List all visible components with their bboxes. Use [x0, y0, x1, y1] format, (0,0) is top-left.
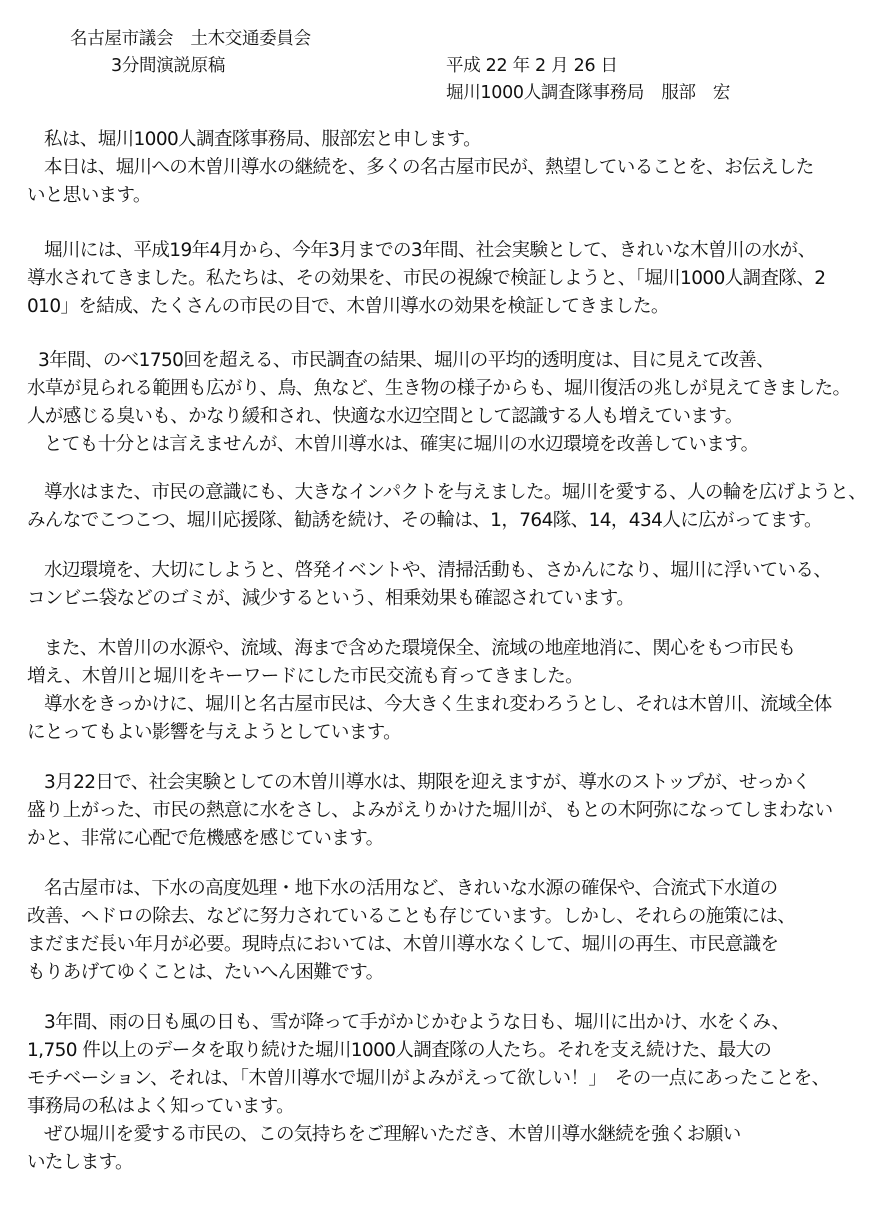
body-line: いたします。: [27, 1152, 133, 1173]
body-line: 導水をきっかけに、堀川と名古屋市民は、今大きく生まれ変わろうとし、それは木曽川、流域全体: [44, 694, 832, 715]
body-line: いと思います。: [27, 185, 151, 206]
body-line: コンビニ袋などのゴミが、減少するという、相乗効果も確認されています。: [27, 588, 635, 609]
body-line: 改善、ヘドロの除去、などに努力されていることも存じています。しかし、それらの施策には、: [27, 906, 796, 927]
committee-title: 名古屋市議会 土木交通委員会: [70, 29, 311, 49]
body-line: みんなでこつこつ、堀川応援隊、勧誘を続け、その輪は、1，764隊、14，434人に広がってます。: [27, 510, 822, 531]
document-date: 平成 22 年 2 月 26 日: [446, 56, 618, 76]
body-line: 盛り上がった、市民の熱意に水をさし、よみがえりかけた堀川が、もとの木阿弥になってしまわない: [27, 800, 833, 821]
body-line: まだまだ長い年月が必要。現時点においては、木曽川導水なくして、堀川の再生、市民意識を: [27, 934, 779, 955]
body-line: 堀川には、平成19年4月から、今年3月までの3年間、社会実験として、きれいな木曽川の水が、: [44, 240, 816, 261]
body-line: 3年間、のべ1750回を超える、市民調査の結果、堀川の平均的透明度は、目に見えて改善、: [38, 350, 775, 371]
body-line: 1,750 件以上のデータを取り続けた堀川1000人調査隊の人たち。それを支え続けた、最大の: [27, 1040, 772, 1061]
body-line: もりあげてゆくことは、たいへん困難です。: [27, 962, 384, 983]
body-line: 導水されてきました。私たちは、その効果を、市民の視線で検証しようと、「堀川1000人調査隊、2: [27, 268, 826, 289]
body-line: 導水はまた、市民の意識にも、大きなインパクトを与えました。堀川を愛する、人の輪を広げようと、: [44, 482, 867, 503]
body-line: モチベーション、それは、「木曽川導水で堀川がよみがえって欲しい！」 その一点にあったことを、: [27, 1068, 830, 1089]
body-line: 3年間、雨の日も風の日も、雪が降って手がかじかむような日も、堀川に出かけ、水をくみ、: [44, 1012, 790, 1033]
body-line: 010」を結成、たくさんの市民の目で、木曽川導水の効果を検証してきました。: [27, 296, 669, 317]
document-type: 3分間演説原稿: [111, 56, 226, 76]
body-line: 水辺環境を、大切にしようと、啓発イベントや、清掃活動も、さかんになり、堀川に浮いている、: [44, 560, 832, 581]
body-line: にとってもよい影響を与えようとしています。: [27, 722, 402, 743]
body-line: 増え、木曽川と堀川をキーワードにした市民交流も育ってきました。: [27, 666, 584, 687]
body-line: 本日は、堀川への木曽川導水の継続を、多くの名古屋市民が、熱望していることを、お伝えした: [44, 157, 814, 178]
body-line: 名古屋市は、下水の高度処理・地下水の活用など、きれいな水源の確保や、合流式下水道の: [44, 878, 778, 899]
body-line: また、木曽川の水源や、流域、海まで含めた環境保全、流域の地産地消に、関心をもつ市民も: [44, 638, 796, 659]
body-line: 3月22日で、社会実験としての木曽川導水は、期限を迎えますが、導水のストップが、せっかく: [44, 772, 811, 793]
body-line: 水草が見られる範囲も広がり、鳥、魚など、生き物の様子からも、堀川復活の兆しが見えてきました。: [27, 378, 851, 399]
body-line: とても十分とは言えませんが、木曽川導水は、確実に堀川の水辺環境を改善しています。: [44, 434, 759, 455]
body-line: 事務局の私はよく知っています。: [27, 1096, 295, 1117]
document-author: 堀川1000人調査隊事務局 服部 宏: [446, 83, 731, 103]
body-line: 人が感じる臭いも、かなり緩和され、快適な水辺空間として認識する人も増えています。: [27, 406, 743, 427]
body-line: ぜひ堀川を愛する市民の、この気持ちをご理解いただき、木曽川導水継続を強くお願い: [44, 1124, 741, 1145]
body-line: かと、非常に心配で危機感を感じています。: [27, 828, 384, 849]
body-line: 私は、堀川1000人調査隊事務局、服部宏と申します。: [44, 129, 482, 150]
